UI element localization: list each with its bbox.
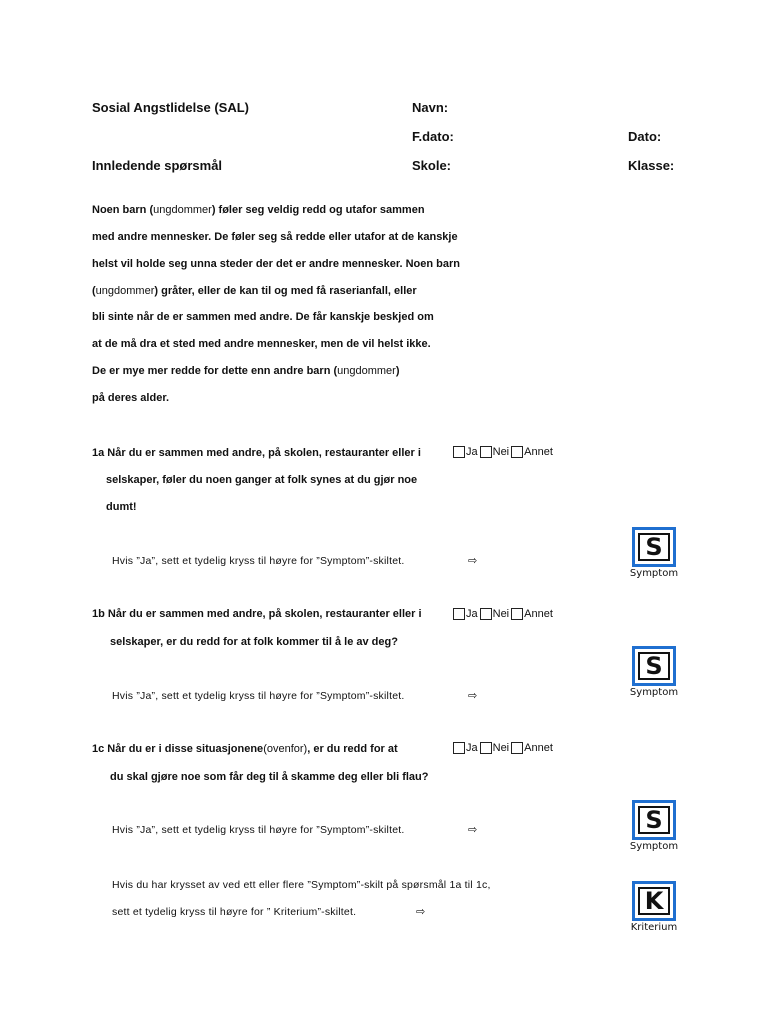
q1a-line-2: selskaper, føler du noen ganger at folk synes at du gjør noe bbox=[106, 474, 418, 486]
sign-frame bbox=[632, 881, 676, 921]
sign-label: Kriterium bbox=[630, 922, 678, 933]
q1c-option-nei[interactable] bbox=[480, 742, 510, 754]
checkbox[interactable] bbox=[480, 446, 492, 458]
final-line-1: Hvis du har krysset av ved ett eller flere ”Symptom”-skilt på spørsmål 1a til 1c, bbox=[112, 879, 491, 891]
sign-label: Symptom bbox=[629, 687, 679, 698]
intro-text: De er mye mer redde for dette enn andre barn ( bbox=[92, 365, 338, 377]
checkbox[interactable] bbox=[511, 608, 523, 620]
intro-text: ungdommer bbox=[95, 285, 155, 297]
klasse-label: Klasse: bbox=[628, 158, 675, 173]
fdato-label: F.dato: bbox=[412, 129, 454, 144]
symptom-sign-1c[interactable] bbox=[628, 800, 680, 852]
q1a-option-nei[interactable] bbox=[480, 446, 510, 458]
checkbox[interactable] bbox=[480, 742, 492, 754]
intro-text: Noen barn ( bbox=[92, 204, 154, 216]
sign-label: Symptom bbox=[629, 568, 679, 579]
q1a-line-1: 1a Når du er sammen med andre, på skolen, restauranter eller i bbox=[92, 447, 421, 459]
intro-text: ) gråter, eller de kan til og med få raserianfall, eller bbox=[154, 285, 417, 297]
intro-line-7 bbox=[92, 365, 400, 377]
option-label: Nei bbox=[492, 742, 510, 754]
sign-frame bbox=[632, 646, 676, 686]
sign-letter: S bbox=[638, 652, 670, 680]
option-label: Ja bbox=[466, 608, 478, 620]
q1b-hint: Hvis ”Ja”, sett et tydelig kryss til høyre for ”Symptom”-skiltet. bbox=[112, 690, 405, 702]
sign-letter: K bbox=[638, 887, 670, 915]
checkbox[interactable] bbox=[511, 742, 523, 754]
intro-text: ) føler seg veldig redd og utafor sammen bbox=[211, 204, 425, 216]
sign-letter: S bbox=[638, 806, 670, 834]
intro-line-3: helst vil holde seg unna steder der det er andre mennesker. Noen barn bbox=[92, 258, 461, 270]
intro-line-8: på deres alder. bbox=[92, 392, 170, 404]
sign-letter: S bbox=[638, 533, 670, 561]
checkbox[interactable] bbox=[480, 608, 492, 620]
final-line-2: sett et tydelig kryss til høyre for ” Kriterium”-skiltet. bbox=[112, 906, 357, 918]
arrow-right-icon: ⇨ bbox=[468, 555, 478, 567]
option-label: Annet bbox=[524, 608, 553, 620]
q1b-option-ja[interactable] bbox=[453, 608, 478, 620]
kriterium-sign[interactable] bbox=[628, 881, 680, 933]
skole-label: Skole: bbox=[412, 158, 452, 173]
intro-text: ungdommer bbox=[337, 365, 396, 377]
q1b-line-1: 1b Når du er sammen med andre, på skolen, restauranter eller i bbox=[92, 608, 422, 620]
option-label: Nei bbox=[492, 608, 510, 620]
option-label: Ja bbox=[466, 742, 478, 754]
checkbox[interactable] bbox=[453, 446, 465, 458]
navn-label: Navn: bbox=[412, 100, 449, 115]
q1a-line-3: dumt! bbox=[106, 501, 137, 513]
option-label: Annet bbox=[524, 742, 553, 754]
q1c-line-2: du skal gjøre noe som får deg til å skamme deg eller bli flau? bbox=[110, 771, 429, 783]
intro-line-2: med andre mennesker. De føler seg så redde eller utafor at de kanskje bbox=[92, 231, 458, 243]
intro-line-6: at de må dra et sted med andre mennesker, men de vil helst ikke. bbox=[92, 338, 431, 350]
q1b-option-nei[interactable] bbox=[480, 608, 510, 620]
form-subtitle: Innledende spørsmål bbox=[92, 158, 223, 173]
q1c-option-ja[interactable] bbox=[453, 742, 478, 754]
intro-line-4 bbox=[92, 285, 417, 297]
form-title: Sosial Angstlidelse (SAL) bbox=[92, 100, 249, 115]
q1c-options bbox=[453, 742, 555, 754]
option-label: Annet bbox=[524, 446, 553, 458]
q1b-line-2: selskaper, er du redd for at folk kommer til å le av deg? bbox=[110, 636, 398, 648]
q1c-option-annet[interactable] bbox=[511, 742, 553, 754]
q1a-option-annet[interactable] bbox=[511, 446, 553, 458]
intro-text: ) bbox=[395, 365, 400, 377]
symptom-sign-1a[interactable] bbox=[628, 527, 680, 579]
sign-frame bbox=[632, 800, 676, 840]
q1a-option-ja[interactable] bbox=[453, 446, 478, 458]
intro-line-1 bbox=[92, 204, 425, 216]
dato-label: Dato: bbox=[628, 129, 662, 144]
option-label: Nei bbox=[492, 446, 510, 458]
checkbox[interactable] bbox=[453, 608, 465, 620]
arrow-right-icon: ⇨ bbox=[416, 906, 426, 918]
arrow-right-icon: ⇨ bbox=[468, 824, 478, 836]
checkbox[interactable] bbox=[511, 446, 523, 458]
q1a-options bbox=[453, 446, 555, 458]
question-text: , er du redd for at bbox=[307, 743, 398, 755]
q1c-line-1 bbox=[92, 743, 398, 755]
intro-text: ( bbox=[92, 285, 96, 297]
checkbox[interactable] bbox=[453, 742, 465, 754]
option-label: Ja bbox=[466, 446, 478, 458]
q1c-hint: Hvis ”Ja”, sett et tydelig kryss til høyre for ”Symptom”-skiltet. bbox=[112, 824, 405, 836]
intro-text: ungdommer bbox=[153, 204, 212, 216]
question-text: 1c Når du er i disse situasjonene bbox=[92, 743, 264, 755]
sign-frame bbox=[632, 527, 676, 567]
question-text: (ovenfor) bbox=[263, 743, 308, 755]
q1a-hint: Hvis ”Ja”, sett et tydelig kryss til høyre for ”Symptom”-skiltet. bbox=[112, 555, 405, 567]
q1b-option-annet[interactable] bbox=[511, 608, 553, 620]
arrow-right-icon: ⇨ bbox=[468, 690, 478, 702]
q1b-options bbox=[453, 608, 555, 620]
sign-label: Symptom bbox=[629, 841, 679, 852]
symptom-sign-1b[interactable] bbox=[628, 646, 680, 698]
intro-line-5: bli sinte når de er sammen med andre. De får kanskje beskjed om bbox=[92, 311, 434, 323]
